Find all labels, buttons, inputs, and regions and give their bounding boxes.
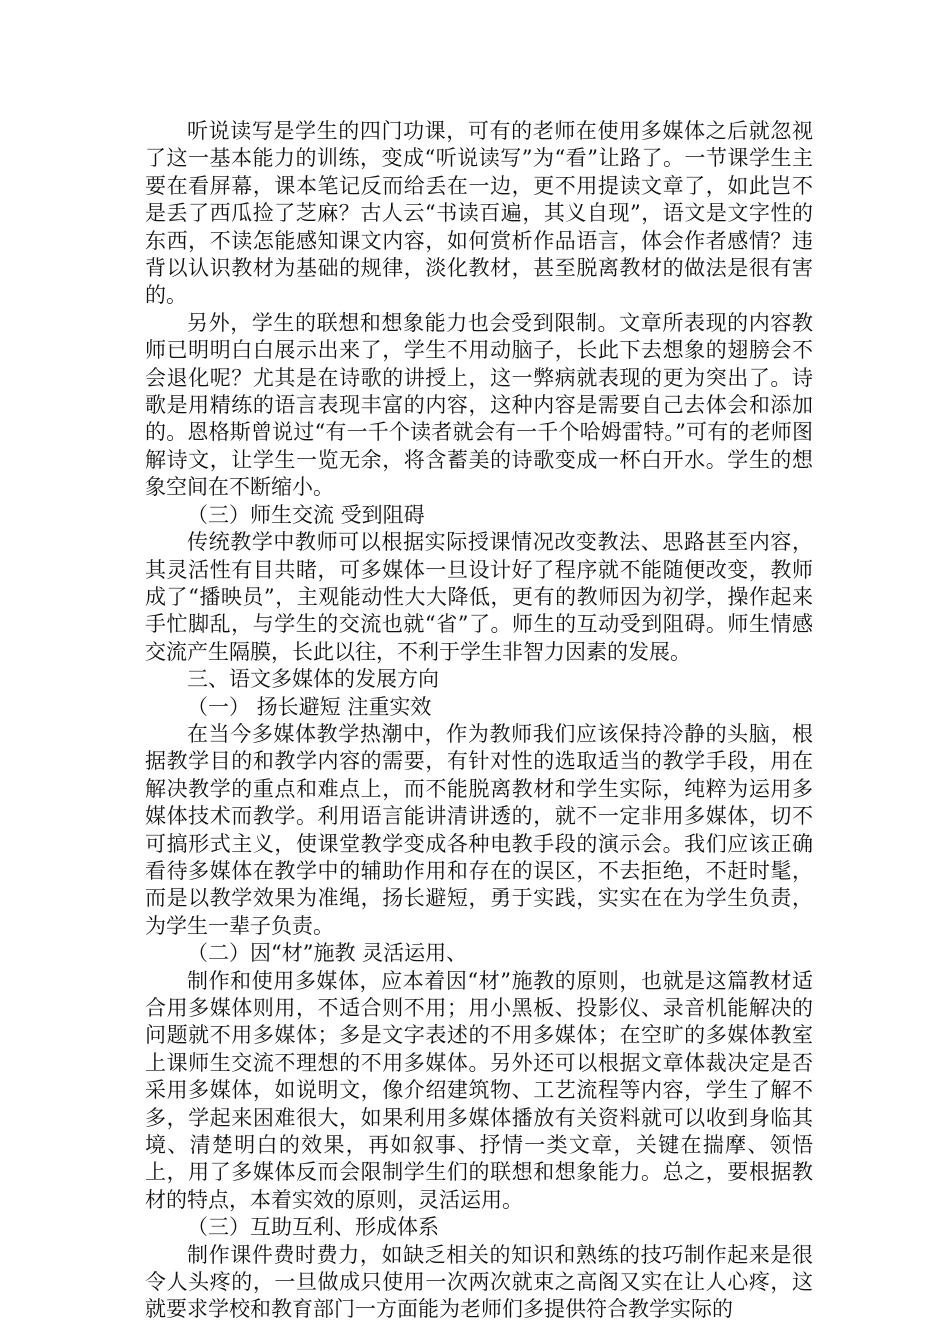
paragraph-courseware-production: 制作课件费时费力，如缺乏相关的知识和熟练的技巧制作起来是很令人头疼的，一旦做成只使用一次两次就束之高阁又实在让人心疼，这就要求学校和教育部门一方面能为老师们多提供符合教学实际的	[145, 1242, 813, 1322]
paragraph-material-principle: 制作和使用多媒体，应本着因“材”施教的原则，也就是这篇教材适合用多媒体则用，不适合则不用；用小黑板、投影仪、录音机能解决的问题就不用多媒体；多是文字表述的不用多媒体；在空旷的多媒体教室上课师生交流不理想的不用多媒体。另外还可以根据文章体裁决定是否采用多媒体，如说明文，像介绍建筑物、工艺流程等内容，学生了解不多，学起来困难很大，如果利用多媒体播放有关资料就可以收到身临其境、清楚明白的效果，再如叙事、抒情一类文章，关键在揣摩、领悟上，用了多媒体反而会限制学生们的联想和想象能力。总之，要根据教材的特点，本着实效的原则，灵活运用。	[145, 968, 813, 1212]
document-page	[145, 118, 813, 1324]
heading-strengths-effectiveness: （一） 扬长避短 注重实效	[187, 694, 432, 719]
heading-mutual-assistance: （三）互助互利、形成体系	[187, 1215, 439, 1240]
paragraph-traditional-teaching: 传统教学中教师可以根据实际授课情况改变教法、思路甚至内容，其灵活性有目共睹，可多媒体一旦设计好了程序就不能随便改变，教师成了“播映员”，主观能动性大大降低，更有的教师因为初学，操作起来手忙脚乱，与学生的交流也就“省”了。师生的互动受到阻碍。师生情感交流产生隔膜，长此以往，不利于学生非智力因素的发展。	[145, 530, 813, 664]
heading-development-direction: 三、语文多媒体的发展方向	[187, 667, 439, 692]
paragraph-imagination-limited: 另外，学生的联想和想象能力也会受到限制。文章所表现的内容教师已明明白白展示出来了，学生不用动脑子，长此下去想象的翅膀会不会退化呢？尤其是在诗歌的讲授上，这一弊病就表现的更为突出了。诗歌是用精练的语言表现丰富的内容，这种内容是需要自己去体会和添加的。恩格斯曾说过“有一千个读者就会有一千个哈姆雷特。”可有的老师图解诗文，让学生一览无余，将含蓄美的诗歌变成一杯白开水。学生的想象空间在不断缩小。	[145, 310, 813, 500]
heading-teacher-student-exchange: （三）师生交流 受到阻碍	[187, 502, 425, 527]
paragraph-reading-skills: 听说读写是学生的四门功课，可有的老师在使用多媒体之后就忽视了这一基本能力的训练，变成“听说读写”为“看”让路了。一节课学生主要在看屏幕，课本笔记反而给丢在一边，更不用提读文章了，如此岂不是丢了西瓜捡了芝麻？古人云“书读百遍，其义自现”，语文是文字性的东西，不读怎能感知课文内容，如何赏析作品语言，体会作者感情？违背以认识教材为基础的规律，淡化教材，甚至脱离教材的做法是很有害的。	[145, 119, 813, 308]
heading-material-based-teaching: （二）因“材”施教 灵活运用、	[187, 941, 468, 966]
paragraph-calm-mind: 在当今多媒体教学热潮中，作为教师我们应该保持冷静的头脑，根据教学目的和教学内容的需要，有针对性的选取适当的教学手段，用在解决教学的重点和难点上，而不能脱离教材和学生实际，纯粹为运用多媒体技术而教学。利用语言能讲清讲透的，就不一定非用多媒体，切不可搞形式主义，使课堂教学变成各种电教手段的演示会。我们应该正确看待多媒体在教学中的辅助作用和存在的误区，不去拒绝，不赶时髦，而是以教学效果为准绳，扬长避短，勇于实践，实实在在为学生负责，为学生一辈子负责。	[145, 721, 813, 938]
